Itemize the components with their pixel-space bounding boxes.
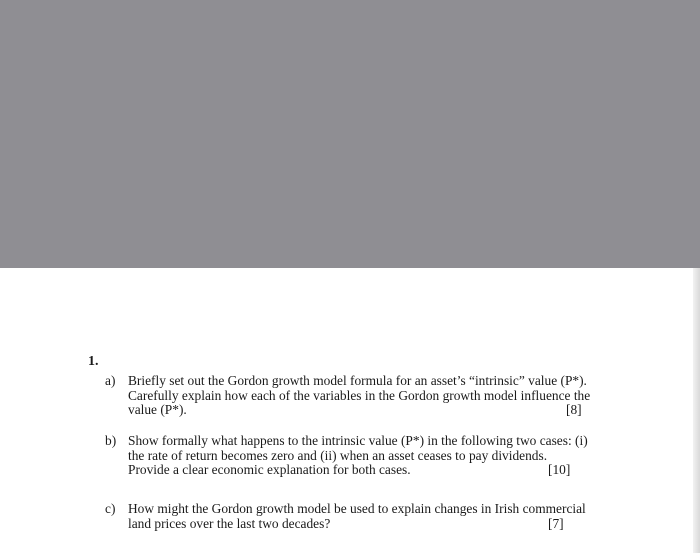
question-number: 1.	[88, 354, 99, 369]
page-edge	[693, 268, 700, 553]
text-line: the rate of return becomes zero and (ii) when an asset ceases to pay dividends.	[128, 447, 548, 463]
text-line-with-marks	[128, 517, 625, 532]
question-part-b	[105, 434, 625, 478]
part-label: b)	[105, 433, 117, 448]
text-line-with-marks	[128, 463, 625, 478]
text-line-with-marks	[128, 403, 625, 418]
text-line: land prices over the last two decades?	[128, 515, 331, 531]
part-text	[128, 502, 625, 531]
dark-background-area	[0, 0, 700, 268]
text-line: value (P*).	[128, 402, 187, 417]
text-line: Briefly set out the Gordon growth model formula for an asset’s “intrinsic” value (P*).	[128, 373, 587, 388]
question-part-a	[105, 374, 625, 418]
text-line: Provide a clear economic explanation for both cases.	[128, 462, 411, 477]
text-line: Carefully explain how each of the variables in the Gordon growth model influence the	[128, 387, 591, 403]
document-page	[0, 268, 693, 553]
marks-value: [7]	[548, 515, 564, 531]
part-text	[128, 434, 625, 478]
part-text	[128, 374, 625, 418]
question-part-c	[105, 502, 625, 531]
marks-value: [8]	[566, 402, 582, 417]
text-line: Show formally what happens to the intrinsic value (P*) in the following two cases: (i)	[128, 433, 588, 448]
text-line: How might the Gordon growth model be used to explain changes in Irish commercial	[128, 501, 586, 516]
part-label: a)	[105, 373, 116, 388]
part-label: c)	[105, 501, 116, 516]
marks-value: [10]	[548, 462, 571, 477]
